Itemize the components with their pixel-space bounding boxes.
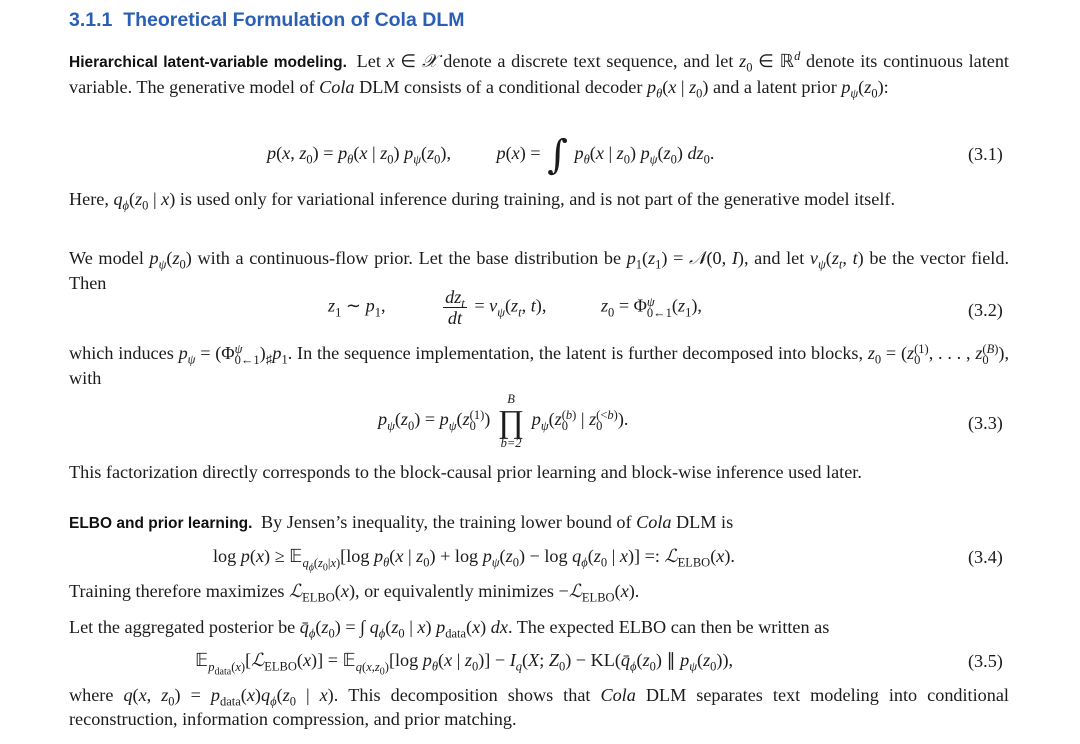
- equation-3-1: p(x, $z_0) = p_\theta(x$ | $z_0$) $p_\psi(z_0)$, p(x) = ∫ $p_\theta(x$ | $z_0$) $p_\psi(z_0)$ $dz_0$.: [267, 132, 715, 178]
- paragraph-factorization: This factorization directly corresponds to the block-causal prior learning and block-wise inference used later.: [69, 462, 862, 482]
- equation-number-3-2: (3.2): [968, 300, 1003, 320]
- paragraph-latent-modeling: Hierarchical latent-variable modeling. Let x ∈ 𝒳 denote a discrete text sequence, and let $z_0$ ∈ ℝ$^d$ denote its continuous latent variable. The generative model of Cola DLM consists of a conditional decoder $p_\theta(x$ | $z_0$) and a latent prior $p_\psi(z_0)$:: [69, 48, 1009, 101]
- equation-3-4: log p(x) ≥ 𝔼$_{q_\phi(z_0|x)}$[log $p_\theta(x$ | $z_0) + \log p_\psi(z_0) - \log q_\phi(z_0$ | x)] =: ℒ$_{ELBO}$(x).: [213, 546, 735, 574]
- paragraph-elbo: [69, 510, 1009, 536]
- paragraph-decomposition-summary: where q(x, $z_0) = p_{data}(x)q_\phi(z_0$ | x). This decomposition shows that Cola DLM separates text modeling into conditional reconstruction, information compression, and prior matching.: [69, 685, 1009, 729]
- model-name: Cola: [636, 512, 672, 532]
- section-number: 3.1.1: [69, 9, 113, 31]
- paragraph-flow-prior: We model $p_\psi(z_0)$ with a continuous-flow prior. Let the base distribution be $p_1(z_1)$ = 𝒩(0, I), and let $v_\psi(z_t$, t) be the vector field. Then: [69, 248, 1010, 293]
- equation-3-3: $p_\psi(z_0) = p_\psi(z$ (1) 0 ) B ∏ b=2 $p_\psi(z$ (b) 0 | z (<b) 0 ).: [378, 392, 629, 450]
- section-heading: [69, 9, 464, 32]
- equation-3-2: $z_1$ ∼ $p_1$, $\frac{dz_t}{dt}$ = $v_\psi(z_t$, t), $z_0 = \Phi$ ψ 0←1 $(z_1)$,: [328, 287, 702, 328]
- runin-heading-latent: Hierarchical latent-variable modeling.: [69, 54, 347, 71]
- equation-number-3-4: (3.4): [968, 547, 1003, 567]
- paragraph-block-decomposition: which induces $p_\psi = (\Phi$ ψ 0←1 )$_♯p_1$. In the sequence implementation, the latent is further decomposed into blocks, $z_0 = (z$ (1) 0 , . . . , z (B) 0 ), with: [69, 342, 1009, 388]
- elbo-intro-suffix: DLM is: [676, 512, 734, 532]
- section-title: Theoretical Formulation of Cola DLM: [123, 9, 465, 31]
- paragraph-training-objective: Training therefore maximizes ℒ$_{ELBO}$(x), or equivalently minimizes −ℒ$_{ELBO}$(x).: [69, 581, 640, 605]
- paragraph-aggregated-posterior: Let the aggregated posterior be $q̄_\phi(z_0)$ = ∫ $q_\phi(z_0$ | x) $p_{data}(x)$ dx. The expected ELBO can then be written as: [69, 617, 830, 641]
- runin-heading-elbo: ELBO and prior learning.: [69, 515, 253, 532]
- equation-number-3-3: (3.3): [968, 413, 1003, 433]
- elbo-intro-text: By Jensen’s inequality, the training lower bound of: [260, 512, 632, 532]
- paragraph-variational-note: Here, $q_\phi(z_0$ | x) is used only for variational inference during training, and is not part of the generative model itself.: [69, 189, 895, 213]
- equation-3-5: 𝔼$_{p_{data}(x)}$[ℒ$_{ELBO}$(x)] = 𝔼$_{q(x,z_0)}$[log $p_\theta(x$ | $z_0)] - I_q(X$; $Z_0$) − $KL(q̄_\phi(z_0)$ ∥ $p_\psi(z_0)$),: [195, 650, 734, 678]
- equation-number-3-5: (3.5): [968, 651, 1003, 671]
- equation-number-3-1: (3.1): [968, 144, 1003, 164]
